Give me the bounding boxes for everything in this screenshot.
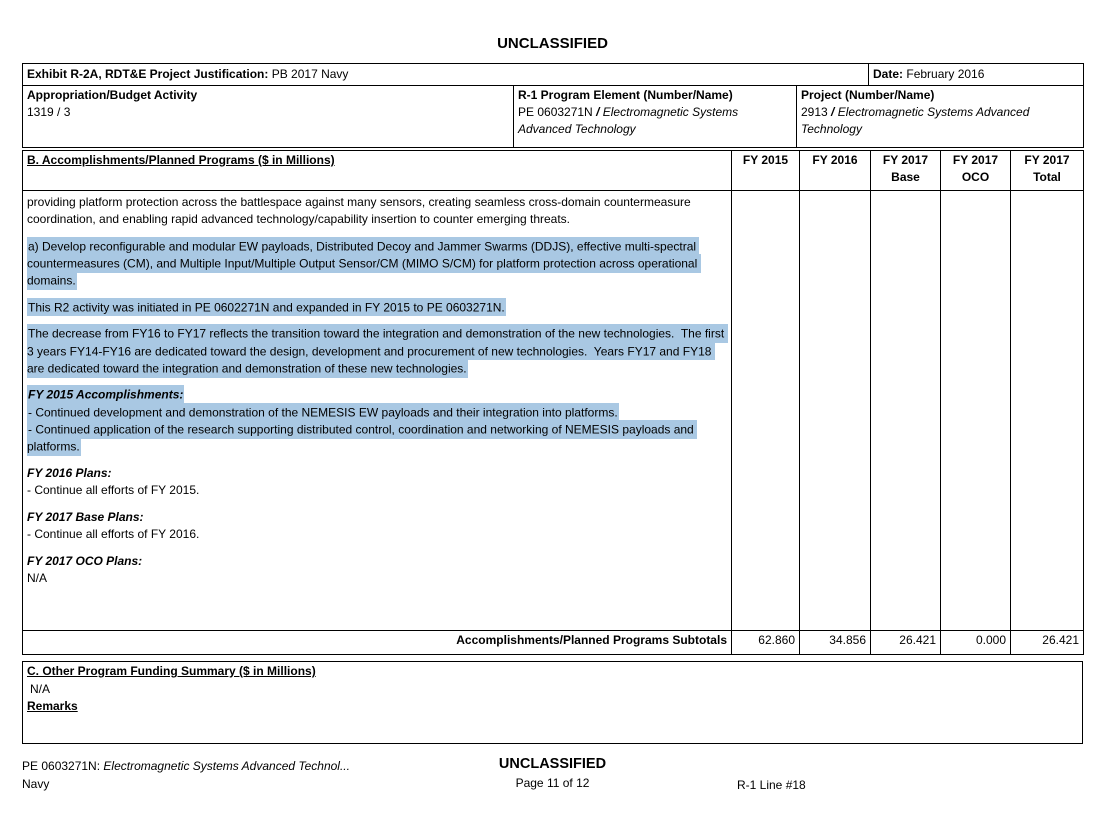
page-number: Page 11 of 12 xyxy=(515,776,590,790)
fy2017-oco-plans-block xyxy=(27,553,727,587)
subtotal-fy2016: 34.856 xyxy=(800,631,871,655)
project-label: Project (Number/Name) xyxy=(801,88,935,102)
column-header-line: OCO xyxy=(961,170,990,184)
footer-center xyxy=(0,755,1105,792)
subtotal-fy2017-base: 26.421 xyxy=(871,631,941,655)
paragraph-text: N/A xyxy=(27,571,48,586)
project-number: 2913 xyxy=(801,105,828,119)
footer-org: Navy xyxy=(22,777,50,791)
section-b-table xyxy=(22,150,1084,655)
appropriation-value: 1319 / 3 xyxy=(27,105,71,119)
section-c-cell xyxy=(23,662,1083,744)
r1-line-number: R-1 Line #18 xyxy=(737,778,806,792)
empty-fy2017-base-cell xyxy=(871,191,941,631)
project-cell xyxy=(797,86,1084,148)
column-header-line: FY 2015 xyxy=(742,153,789,167)
fy2015-heading: FY 2015 Accomplishments: xyxy=(27,385,184,404)
section-c-table xyxy=(22,661,1083,744)
fy2016-heading: FY 2016 Plans: xyxy=(27,466,112,481)
r1-value xyxy=(518,104,792,138)
paragraph-text: - Continue all efforts of FY 2015. xyxy=(27,483,200,498)
remarks-label: Remarks xyxy=(27,699,78,713)
subtotals-label: Accomplishments/Planned Programs Subtotals xyxy=(23,631,732,655)
section-c-na: N/A xyxy=(30,681,51,696)
project-value xyxy=(801,104,1079,138)
project-name: Electromagnetic Systems Advanced Technology xyxy=(801,105,1030,136)
fy2015-accomplishments-block xyxy=(27,387,727,456)
exhibit-label: Exhibit R-2A, RDT&E Project Justification: xyxy=(27,67,269,81)
empty-fy2016-cell xyxy=(800,191,871,631)
section-b-title: B. Accomplishments/Planned Programs ($ in Millions) xyxy=(27,153,335,167)
selected-text: This R2 activity was initiated in PE 0602271N and expanded in FY 2015 to PE 0603271N. xyxy=(27,298,506,317)
paragraph-selected xyxy=(27,326,727,378)
subtotal-fy2017-oco: 0.000 xyxy=(941,631,1011,655)
r1-separator: / xyxy=(596,105,600,119)
header-table xyxy=(22,63,1084,148)
section-c-title: C. Other Program Funding Summary ($ in Millions) xyxy=(27,664,316,678)
selected-text: - Continued application of the research supporting distributed control, coordination and networking of NEMESIS payloads and platforms. xyxy=(27,420,697,456)
subtotal-fy2017-total: 26.421 xyxy=(1011,631,1084,655)
footer-pe-label: PE 0603271N: xyxy=(22,759,101,773)
column-header-fy2017-total xyxy=(1011,151,1084,191)
date-value: February 2016 xyxy=(906,67,985,81)
column-header-fy2016 xyxy=(800,151,871,191)
column-header-line: FY 2017 xyxy=(952,153,999,167)
column-header-line: FY 2017 xyxy=(882,153,929,167)
selected-text: - Continued development and demonstration of the NEMESIS EW payloads and their integration into platforms. xyxy=(27,403,619,422)
column-header-line: Base xyxy=(891,170,920,184)
subtotal-fy2015: 62.860 xyxy=(732,631,800,655)
paragraph xyxy=(27,194,727,228)
fy2017-oco-heading: FY 2017 OCO Plans: xyxy=(27,553,143,568)
table-row xyxy=(23,86,1084,148)
section-b-title-cell xyxy=(23,151,732,191)
fy2017-base-plans-block xyxy=(27,509,727,543)
fy2016-plans-block xyxy=(27,465,727,499)
selected-text: The decrease from FY16 to FY17 reflects the transition toward the integration and demonstration of the new technologies. The first 3 years FY14-FY16 are dedicated toward the design, development and procurement of new technologies. Years FY17 and FY18 are dedicated toward the integration and demonstration of these new technologies. xyxy=(27,324,728,377)
project-separator: / xyxy=(831,105,835,119)
r1-program-element-cell xyxy=(514,86,797,148)
table-body-row xyxy=(23,191,1084,631)
r1-label: R-1 Program Element (Number/Name) xyxy=(518,88,733,102)
paragraph-text: - Continue all efforts of FY 2016. xyxy=(27,527,200,542)
empty-fy2017-oco-cell xyxy=(941,191,1011,631)
column-header-fy2015 xyxy=(732,151,800,191)
selected-text: a) Develop reconfigurable and modular EW payloads, Distributed Decoy and Jammer Swarms (DDJS), effective multi-spectral countermeasures (CM), and Multiple Input/Multiple Output Sensor/CM (MIMO S/CM) for platform protection across operational domains. xyxy=(27,237,701,290)
column-header-fy2017-oco xyxy=(941,151,1011,191)
paragraph-selected xyxy=(27,238,727,290)
appropriation-label: Appropriation/Budget Activity xyxy=(27,88,198,102)
exhibit-value: PB 2017 Navy xyxy=(271,67,349,81)
r1-name: Electromagnetic Systems Advanced Technology xyxy=(518,105,739,136)
r1-number: PE 0603271N xyxy=(518,105,593,119)
appropriation-cell xyxy=(23,86,514,148)
paragraph-text: providing platform protection across the battlespace against many sensors, creating seamless cross-domain countermeasure coordination, and enabling rapid advanced technology/capability insertion to counter emerging threats. xyxy=(27,195,694,227)
classification-banner-top: UNCLASSIFIED xyxy=(497,35,608,52)
accomplishments-text-cell xyxy=(23,191,732,631)
empty-fy2017-total-cell xyxy=(1011,191,1084,631)
classification-banner-bottom: UNCLASSIFIED xyxy=(498,756,607,772)
subtotals-row xyxy=(23,631,1084,655)
column-header-line: FY 2016 xyxy=(812,153,858,167)
table-row xyxy=(23,64,1084,86)
fy2017-base-heading: FY 2017 Base Plans: xyxy=(27,510,144,525)
date-label: Date: xyxy=(873,67,904,81)
paragraph-selected xyxy=(27,299,727,316)
empty-fy2015-cell xyxy=(732,191,800,631)
table-row xyxy=(23,662,1083,744)
column-header-line: Total xyxy=(1033,170,1061,184)
column-header-fy2017-base xyxy=(871,151,941,191)
table-header-row xyxy=(23,151,1084,191)
footer-pe-name: Electromagnetic Systems Advanced Technol... xyxy=(103,759,350,773)
column-header-line: FY 2017 xyxy=(1024,153,1070,167)
date-cell xyxy=(869,64,1084,86)
exhibit-title-cell xyxy=(23,64,869,86)
